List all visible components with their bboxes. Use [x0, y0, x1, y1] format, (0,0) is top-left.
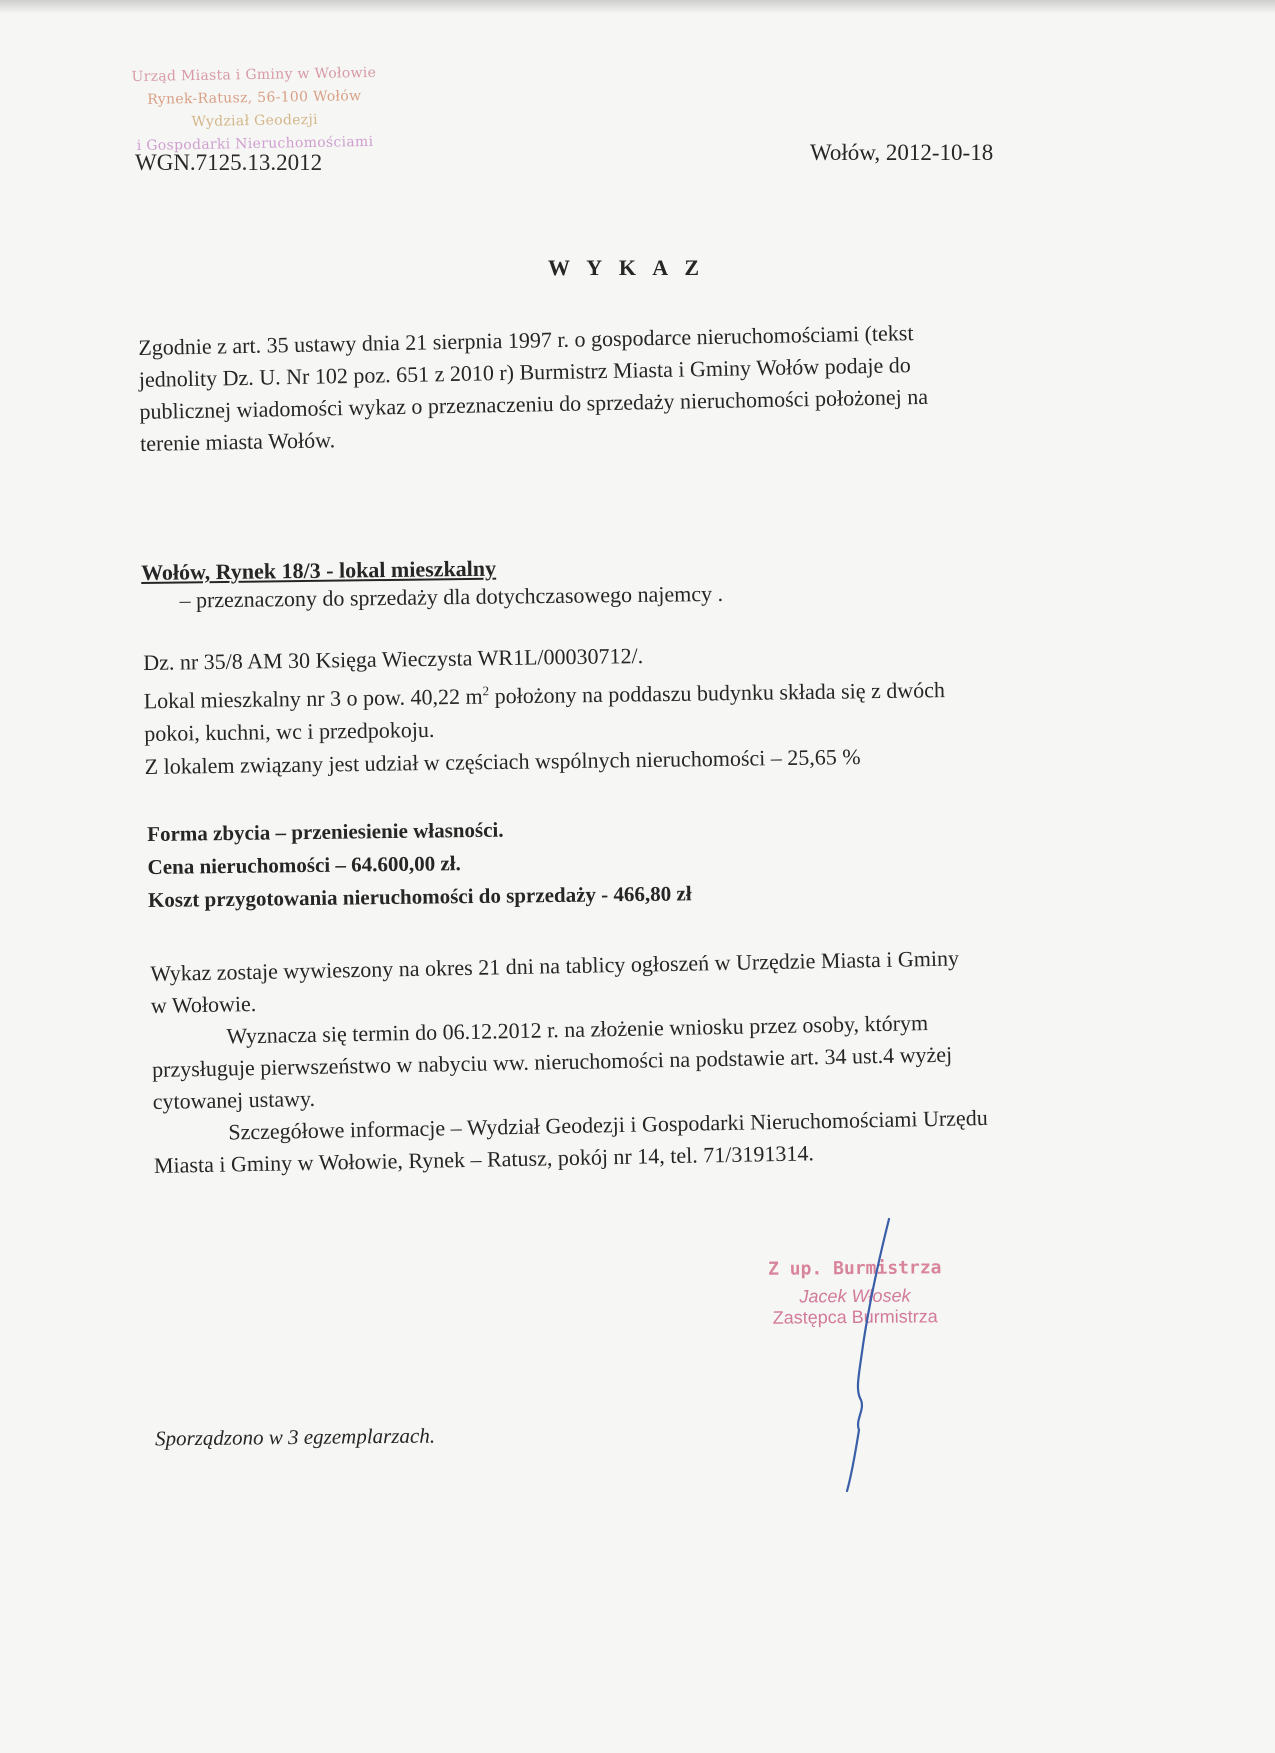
- paragraph-line: terenie miasta Wołów.: [139, 427, 336, 456]
- paragraph-line: Wyznacza się termin do 06.12.2012 r. na złożenie wniosku przez osoby, którym: [226, 1010, 929, 1049]
- reference-number: WGN.7125.13.2012: [135, 150, 323, 175]
- paragraph-line: Zgodnie z art. 35 ustawy dnia 21 sierpnia 1997 r. o gospodarce nieruchomościami (tekst: [138, 320, 914, 360]
- signatory-title: Zastępca Burmistrza: [772, 1306, 938, 1328]
- common-share: Z lokalem związany jest udział w częściach wspólnych nieruchomości – 25,65 %: [144, 744, 861, 780]
- paragraph-line: w Wołowie.: [150, 990, 257, 1018]
- paragraph-line: jednolity Dz. U. Nr 102 poz. 651 z 2010 r) Burmistrz Miasta i Gminy Wołów podaje do: [138, 352, 912, 392]
- preparation-cost: Koszt przygotowania nieruchomości do sprzedaży - 466,80 zł: [147, 881, 692, 912]
- sale-terms: [147, 811, 692, 917]
- paragraph-line: Miasta i Gminy w Wołowie, Rynek – Ratusz, pokój nr 14, tel. 71/3191314.: [153, 1140, 815, 1178]
- office-stamp: [111, 62, 398, 159]
- sale-form: Forma zbycia – przeniesienie własności.: [147, 817, 504, 846]
- handwritten-signature: [825, 1215, 905, 1495]
- sale-price: Cena nieruchomości – 64.600,00 zł.: [147, 851, 461, 879]
- paragraph-line: przysługuje pierwszeństwo w nabyciu ww. nieruchomości na podstawie art. 34 ust.4 wyżej: [151, 1041, 953, 1082]
- property-purpose: – przeznaczony do sprzedaży dla dotychczasowego najemcy .: [179, 580, 724, 613]
- signatory-name: Jacek Włosek: [799, 1285, 911, 1307]
- stamp-line: i Gospodarki Nieruchomościami: [136, 133, 374, 155]
- stamp-line: Urząd Miasta i Gminy w Wołowie: [131, 64, 377, 86]
- signature-role: Z up. Burmistrza: [767, 1257, 942, 1280]
- paragraph-line: Szczegółowe informacje – Wydział Geodezji i Gospodarki Nieruchomościami Urzędu: [228, 1104, 988, 1145]
- property-description: pokoi, kuchni, wc i przedpokoju.: [144, 717, 435, 747]
- intro-paragraph: [138, 314, 1085, 460]
- stamp-line: Rynek-Ratusz, 56-100 Wołów: [147, 88, 362, 108]
- property-details: [143, 635, 946, 784]
- area-exponent: 2: [482, 683, 490, 699]
- description-text: położony na poddaszu budynku składa się z dwóch: [488, 677, 946, 709]
- copies-note: Sporządzono w 3 egzemplarzach.: [154, 1423, 436, 1451]
- parcel-info: Dz. nr 35/8 AM 30 Księga Wieczysta WR1L/00030712/.: [143, 643, 644, 675]
- document-date: Wołów, 2012-10-18: [810, 140, 994, 165]
- scan-edge-shadow: [0, 0, 1275, 14]
- paragraph-line: publicznej wiadomości wykaz o przeznaczeniu do sprzedaży nieruchomości położonej na: [139, 383, 929, 424]
- paragraph-line: cytowanej ustawy.: [152, 1085, 316, 1114]
- paragraph-line: Wykaz zostaje wywieszony na okres 21 dni na tablicy ogłoszeń w Urzędzie Miasta i Gminy: [150, 945, 960, 986]
- description-text: Lokal mieszkalny nr 3 o pow. 40,22 m: [143, 683, 483, 714]
- stamp-line: Wydział Geodezji: [191, 111, 318, 131]
- notice-paragraph: [150, 940, 1096, 1182]
- document-title: W Y K A Z: [548, 255, 706, 280]
- property-section: [141, 553, 723, 614]
- property-heading: Wołów, Rynek 18/3 - lokal mieszkalny: [141, 555, 497, 585]
